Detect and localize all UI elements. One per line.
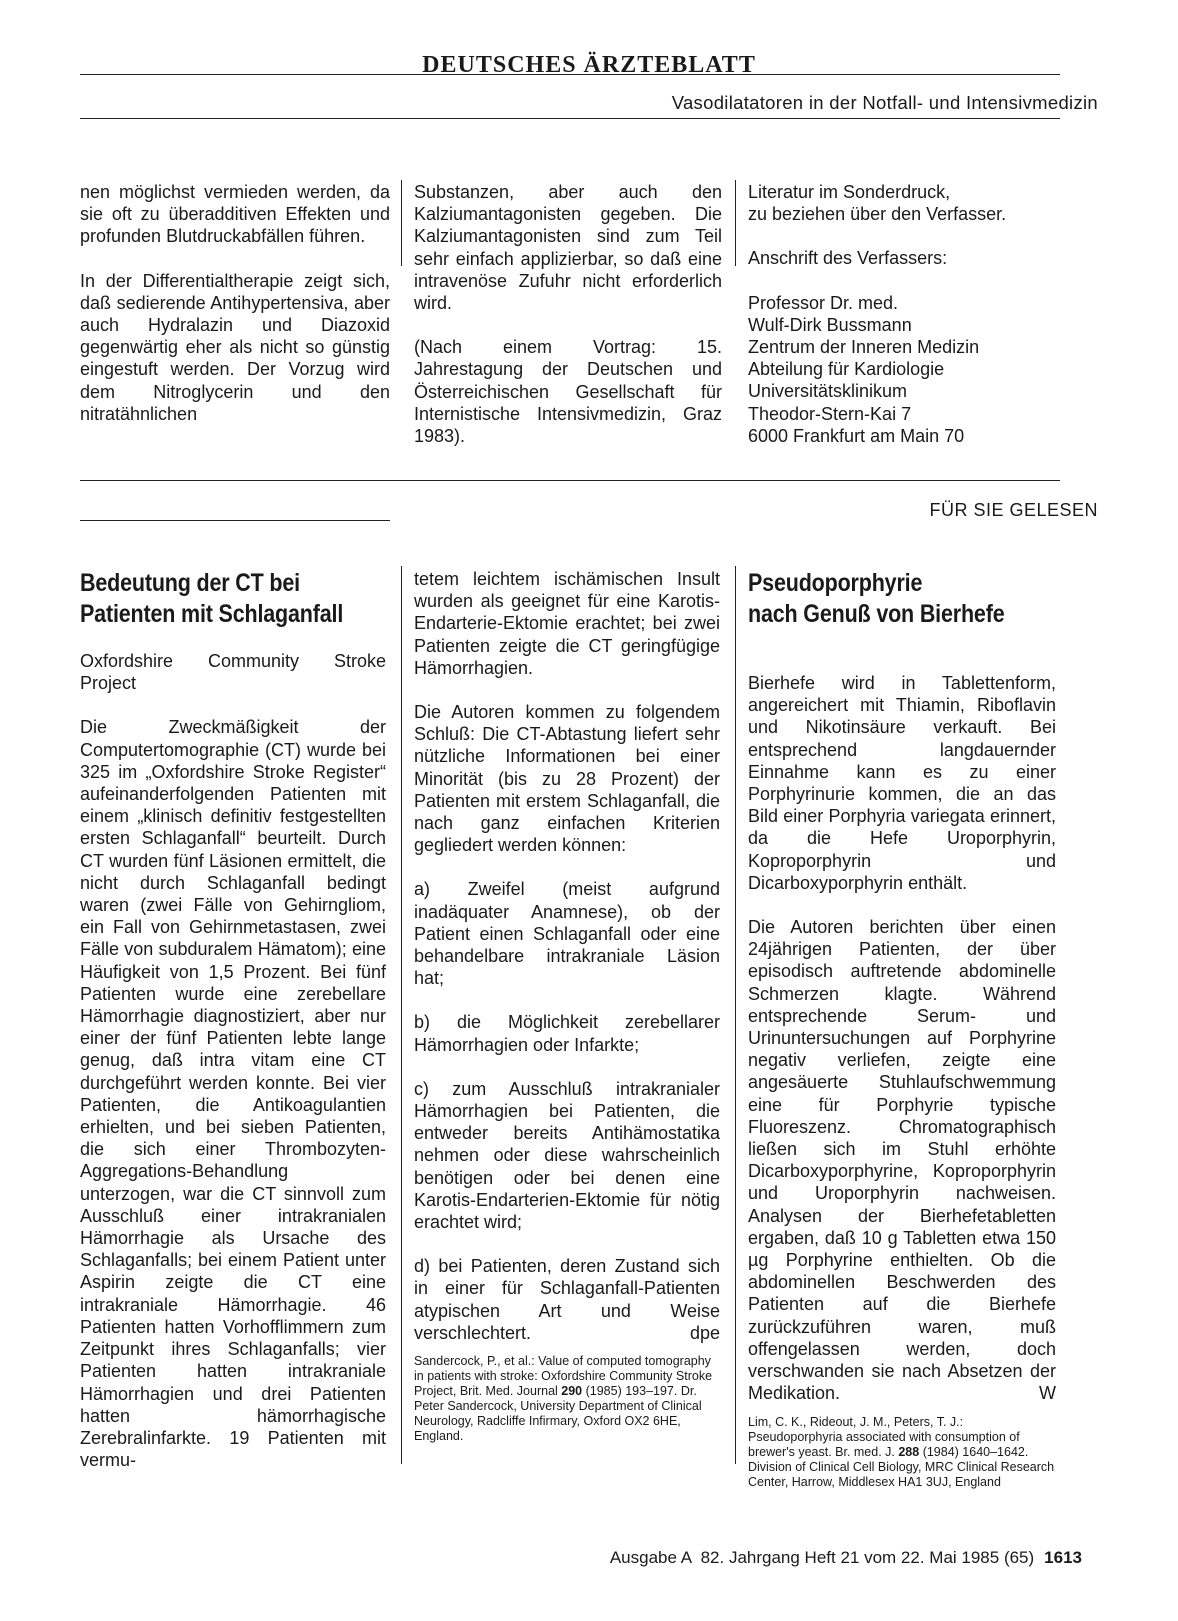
paragraph: (Nach einem Vortrag: 15. Jahrestagung der Deutschen und Österreichischen Gesellschaft für Internistische Intensivmedizin, Graz 1983). (414, 337, 722, 447)
page-number: 1613 (1044, 1548, 1082, 1567)
article1-byline: Oxfordshire Community Stroke Project (80, 651, 386, 694)
reference-text: (1984) 1640–1642. Division of Clinical Cell Biology, MRC Clinical Research Center, Harrow, Middlesex HA1 3UJ, England (748, 1444, 1055, 1489)
paragraph-text: Die Autoren berichten über einen 24jährigen Patienten, der über episodisch auftretende abdominelle Schmerzen klagte. Während entsprechende Serum- und Urinuntersuchungen auf Porphyrine negativ verliefen, zeigte eine angesäuerte Stuhlaufschwemmung eine für Porphyrie typische Fluoreszenz. Chromatographisch ließen sich im Stuhl erhöhte Dicarboxyporphyrine, Koproporphyrin und Uroporphyrin nachweisen. Analysen der Bierhefetabletten ergaben, daß 10 g Tabletten etwa 150 µg Porphyrine enthielten. Ob die abdominellen Beschwerden des Patienten auf die Bierhefe zurückzuführen waren, muß offengelassen werden, doch verschwanden sie nach Absetzen der Medikation. (748, 917, 1056, 1404)
reference-volume: 288 (898, 1444, 920, 1459)
paragraph: b) die Möglichkeit zerebellarer Hämorrhagien oder Infarkte; (414, 1012, 720, 1055)
article1-signature: dpe (689, 1322, 720, 1343)
paragraph: tetem leichtem ischämischen Insult wurden als geeignet für eine Karotis-Endarterie-Ektomie erachtet; bei zwei Patienten zeigte die CT geringfügige Hämorrhagien. (414, 569, 720, 678)
top-column-2 (414, 181, 722, 469)
address-line: Wulf-Dirk Bussmann (748, 314, 912, 335)
literatur-line: zu beziehen über den Verfasser. (748, 204, 1007, 225)
article1-reference (414, 1354, 720, 1444)
reference-text: Sandercock, P., et al.: Value of computed tomography in patients with stroke: Oxfordshire Community Stroke Project, Brit. Med. Journal (414, 1354, 713, 1399)
article2-signature: W (1039, 1383, 1056, 1404)
section-top-rule (80, 480, 1060, 481)
paragraph-last (414, 1255, 720, 1344)
headline-line: Pseudoporphyrie (748, 569, 923, 597)
column-divider (735, 566, 736, 1464)
page-footer (610, 1548, 1082, 1568)
article1-body: Die Zweckmäßigkeit der Computertomographie (CT) wurde bei 325 im „Oxfordshire Stroke Register“ aufeinanderfolgenden Patienten mit einem „klinisch definitiv festgestellten ersten Schlaganfall“ beurteilt. Durch CT wurden fünf Läsionen ermittelt, die nicht durch Schlaganfall bedingt waren (zwei Fälle von Gehirngliom, ein Fall von Gehirnmetastasen, zwei Fälle von subduralem Hämatom); eine Häufigkeit von 1,5 Prozent. Bei fünf Patienten wurde eine zerebellare Hämorrhagie diagnostiziert, aber nur einer der fünf Patienten lebte lange genug, daß intra vitam eine CT durchgeführt werden konnte. Bei vier Patienten, die Antikoagulantien erhielten, und bei sieben Patienten, die sich einer Thrombozyten-Aggregations-Behandlung unterzogen, war die CT sinnvoll zum Ausschluß einer intrakranialen Hämorrhagie als Ursache des Schlaganfalls; bei einem Patient unter Aspirin zeigte die CT eine intrakraniale Hämorrhagie. 46 Patienten hatten Vorhofflimmern zum Zeitpunkt ihres Schlaganfalls; vier Patienten hatten intrakraniale Hämorrhagien und drei Patienten hatten hämorrhagische Zerebralinfarkte. 19 Patienten mit vermu- (80, 717, 386, 1471)
column-divider (401, 180, 402, 266)
article1-headline (80, 568, 343, 630)
address-line: Abteilung für Kardiologie (748, 359, 945, 380)
article2-reference (748, 1415, 1056, 1490)
address-line: Theodor-Stern-Kai 7 (748, 403, 912, 424)
masthead: DEUTSCHES ÄRZTEBLATT (422, 52, 756, 78)
header-bottom-rule (80, 118, 1060, 119)
headline-line: Bedeutung der CT bei (80, 569, 300, 597)
top-column-3 (748, 181, 1063, 469)
paragraph: nen möglichst vermieden werden, da sie oft zu überadditiven Effekten und profunden Blutdruckabfällen führen. (80, 182, 390, 247)
paragraph-last (748, 916, 1056, 1404)
section-label: FÜR SIE GELESEN (929, 500, 1098, 520)
column-divider (401, 566, 402, 1464)
address-line: Universitätsklinikum (748, 381, 908, 402)
literatur-note (748, 181, 1063, 225)
section-bottom-rule (80, 520, 390, 521)
article1-column-2 (414, 568, 720, 1444)
headline-line: nach Genuß von Bierhefe (748, 600, 1005, 628)
article2-column (748, 568, 1056, 1490)
article2-headline (748, 568, 1013, 630)
paragraph: a) Zweifel (meist aufgrund inadäquater Anamnese), ob der Patient einen Schlaganfall oder eine behandelbare intrakraniale Läsion hat; (414, 879, 720, 989)
column-divider (735, 180, 736, 266)
paragraph: Die Autoren kommen zu folgendem Schluß: Die CT-Abtastung liefert sehr nützliche Informationen bei einer Minorität (bis zu 28 Prozent) der Patienten mit erstem Schlaganfall, die nach ganz einfachen Kriterien gegliedert werden können: (414, 702, 720, 856)
literatur-line: Literatur im Sonderdruck, (748, 182, 951, 202)
article1-column-1 (80, 568, 386, 1493)
paragraph: Substanzen, aber auch den Kalziumantagonisten gegeben. Die Kalziumantagonisten sind zum Teil sehr einfach applizierbar, so daß eine intravenöse Zufuhr nicht erforderlich wird. (414, 182, 722, 314)
reference-volume: 290 (561, 1384, 583, 1399)
address-label: Anschrift des Verfassers: (748, 248, 948, 269)
reference-text: Lim, C. K., Rideout, J. M., Peters, T. J.: Pseudoporphyria associated with consumption of brewer's yeast. Br. med. J. (748, 1414, 1020, 1459)
reference-text: (1985) 193–197. Dr. Peter Sandercock, University Department of Clinical Neurology, Radcliffe Infirmary, Oxford OX2 6HE, England. (414, 1384, 702, 1444)
paragraph: In der Differentialtherapie zeigt sich, daß sedierende Antihypertensiva, aber auch Hydralazin und Diazoxid gegenwärtig eher als nicht so günstig eingestuft werden. Der Vorzug wird dem Nitroglycerin und den nitratähnlichen (80, 270, 390, 424)
top-column-1 (80, 181, 390, 447)
paragraph-text: d) bei Patienten, deren Zustand sich in einer für Schlaganfall-Patienten atypischen Art und Weise verschlechtert. (414, 1256, 720, 1343)
address-line: 6000 Frankfurt am Main 70 (748, 425, 965, 446)
address-line: Professor Dr. med. (748, 292, 899, 313)
headline-line: Patienten mit Schlaganfall (80, 600, 344, 628)
address-line: Zentrum der Inneren Medizin (748, 337, 980, 358)
paragraph: c) zum Ausschluß intrakranialer Hämorrhagien bei Patienten, die entweder bereits Antihämostatika nehmen oder diese wahrscheinlich benötigen oder bei denen eine Karotis-Endarterien-Ektomie für nötig erachtet wird; (414, 1078, 720, 1233)
masthead-rule (80, 74, 1060, 75)
issue-info: Ausgabe A 82. Jahrgang Heft 21 vom 22. Mai 1985 (65) (609, 1548, 1035, 1567)
author-address (748, 292, 1063, 447)
paragraph: Bierhefe wird in Tablettenform, angereichert mit Thiamin, Riboflavin und Nikotinsäure verkauft. Bei entsprechend langdauernder Einnahme kann es zu einer Porphyrinurie kommen, die an das Bild einer Porphyria variegata erinnert, da die Hefe Uroporphyrin, Koproporphyrin und Dicarboxyporphyrin enthält. (748, 673, 1056, 893)
running-subtitle: Vasodilatatoren in der Notfall- und Intensivmedizin (671, 92, 1098, 113)
